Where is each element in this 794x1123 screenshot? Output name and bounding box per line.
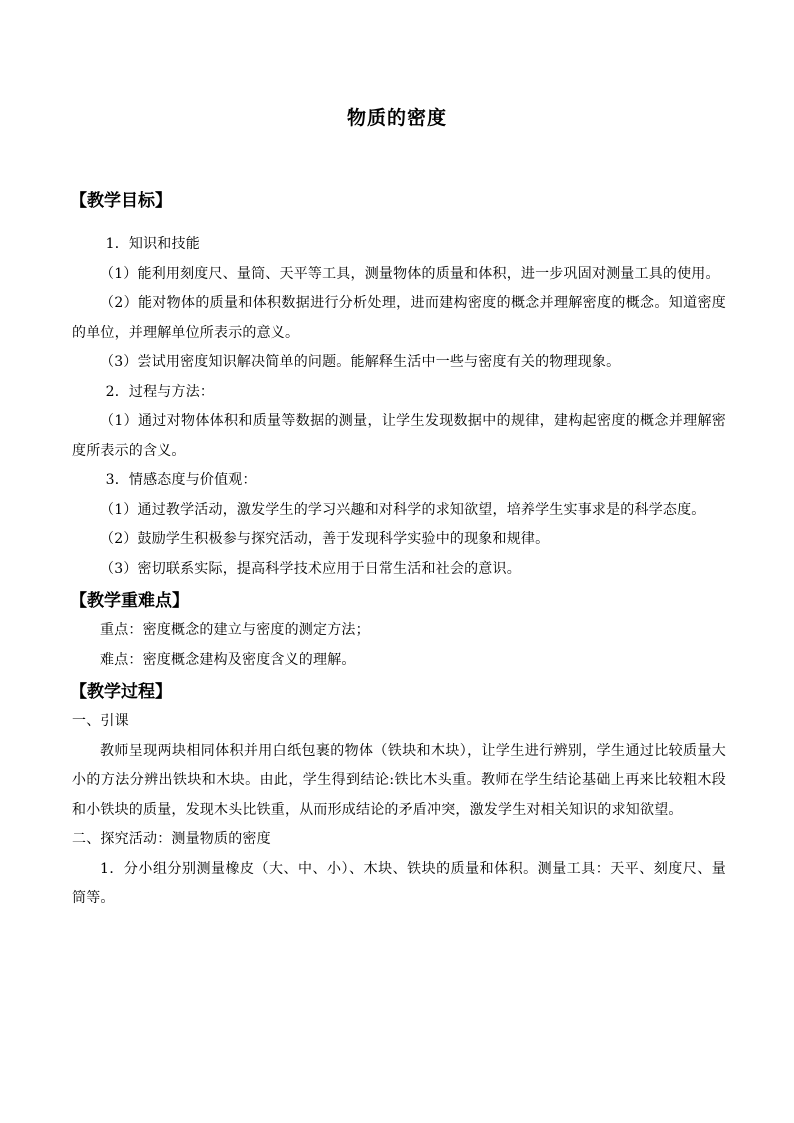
document-title: 物质的密度	[346, 107, 447, 129]
document-body	[72, 186, 726, 914]
heading-process: 【教学过程】	[70, 682, 172, 702]
objective-item-2: 2．过程与方法：	[105, 383, 215, 400]
process-part-1-title: 一、引课	[72, 713, 129, 729]
process-part-1-text: 教师呈现两块相同体积并用白纸包裹的物体（铁块和木块），让学生进行辨别，学生通过比较质量大小的方法分辨出铁块和木块。由此，学生得到结论:铁比木头重。教师在学生结论基础上再来比较粗木段和小铁块的质量，发现木头比铁重，从而形成结论的矛盾冲突，激发学生对相关知识的求知欲望。	[72, 742, 726, 818]
objective-item-3: 3．情感态度与价值观：	[105, 472, 257, 488]
objective-item-1-3: （3）尝试用密度知识解决简单的问题。能解释生活中一些与密度有关的物理现象。	[100, 354, 621, 370]
heading-objectives: 【教学目标】	[70, 191, 172, 211]
process-part-2-title: 二、探究活动：测量物质的密度	[72, 831, 271, 847]
heading-key-points: 【教学重难点】	[70, 591, 189, 611]
objective-item-2-1: （1）通过对物体体积和质量等数据的测量，让学生发现数据中的规律，建构起密度的概念并理解密度所表示的含义。	[72, 413, 726, 459]
objective-item-1-2: （2）能对物体的质量和体积数据进行分析处理，进而建构密度的概念并理解密度的概念。知道密度的单位，并理解单位所表示的意义。	[72, 295, 726, 341]
objective-item-3-1: （1）通过教学活动，激发学生的学习兴趣和对科学的求知欲望，培养学生实事求是的科学态度。	[100, 501, 706, 518]
objective-item-3-3: （3）密切联系实际，提高科学技术应用于日常生活和社会的意识。	[100, 560, 521, 577]
objective-item-1: 1．知识和技能	[105, 236, 200, 252]
difficult-point: 难点：密度概念建构及密度含义的理解。	[100, 651, 356, 668]
objective-item-3-2: （2）鼓励学生积极参与探究活动，善于发现科学实验中的现象和规律。	[100, 531, 550, 547]
key-point: 重点：密度概念的建立与密度的测定方法；	[100, 622, 370, 638]
objective-item-1-1: （1）能利用刻度尺、量筒、天平等工具，测量物体的质量和体积，进一步巩固对测量工具的使用。	[100, 265, 720, 282]
process-part-2-item-1: 1．分小组分别测量橡皮（大、中、小）、木块、铁块的质量和体积。测量工具：天平、刻度尺、量筒等。	[72, 860, 726, 906]
